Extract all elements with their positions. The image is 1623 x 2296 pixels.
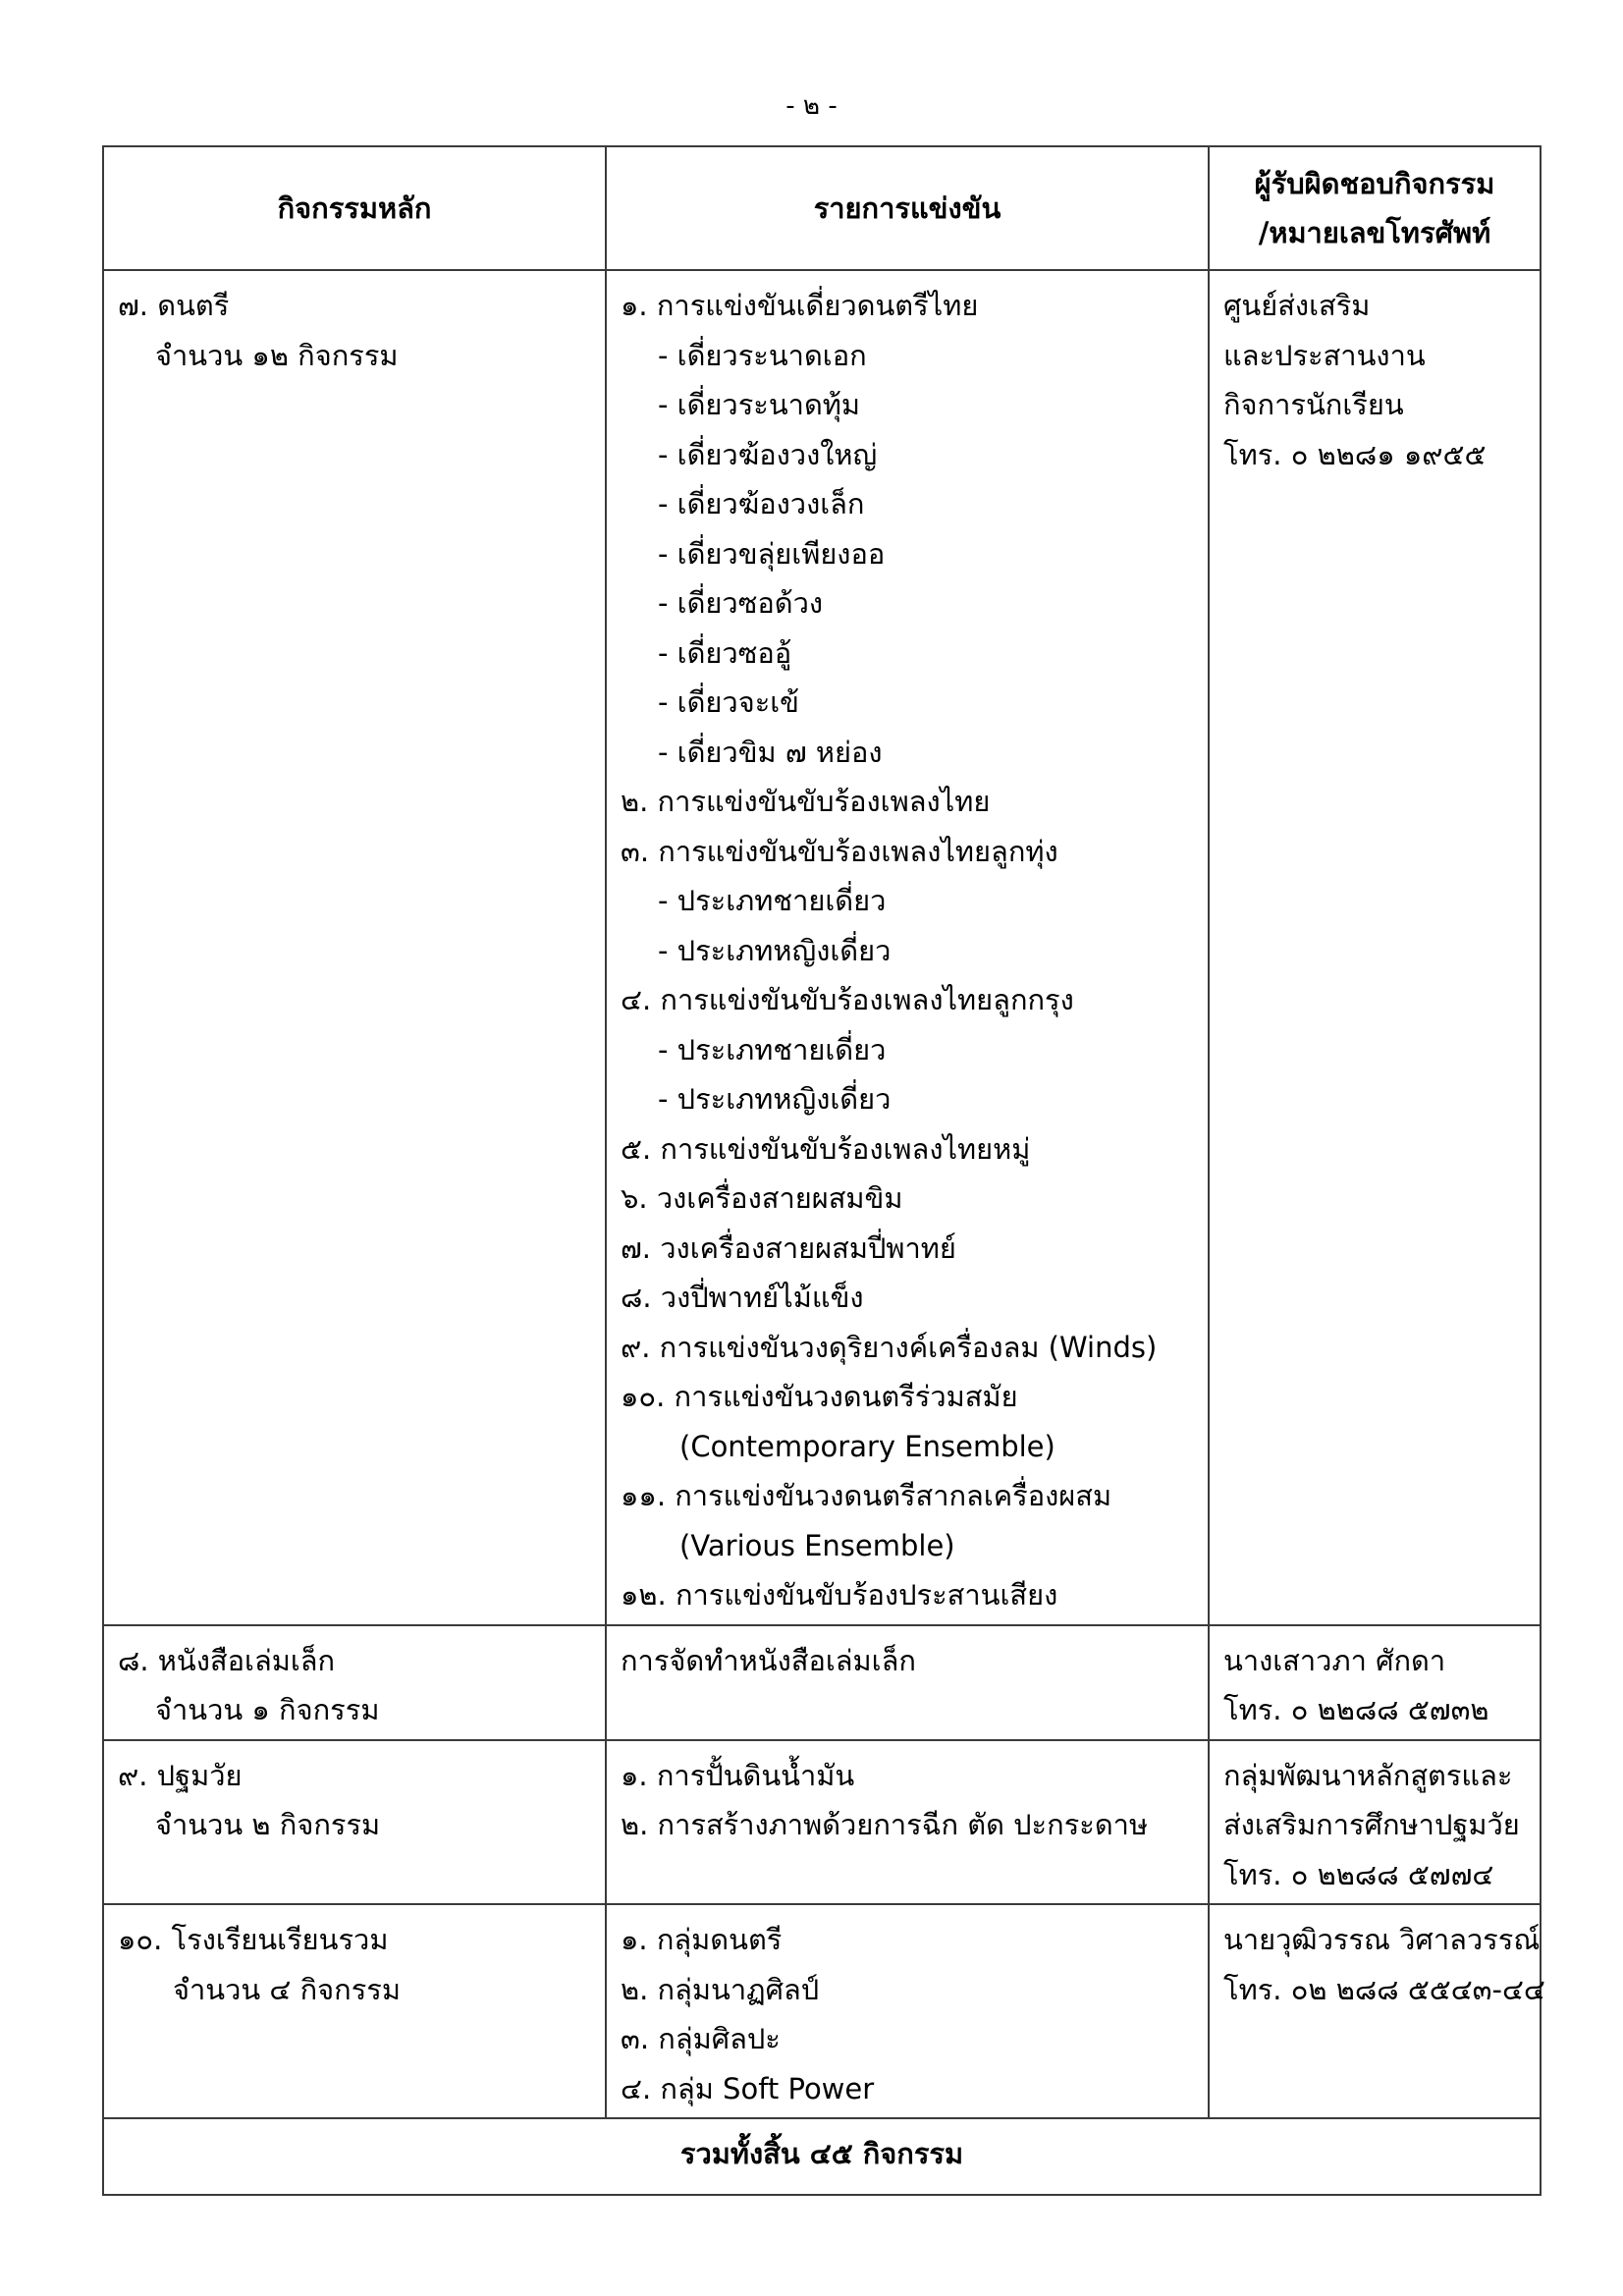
table-row-early-childhood: [103, 1740, 1541, 1905]
main-activity-count: จำนวน ๔ กิจกรรม: [173, 1972, 401, 2006]
responsible-cell: [1209, 1740, 1541, 1905]
list-item: (Contemporary Ensemble): [679, 1429, 1055, 1463]
competition-items-cell: [606, 1740, 1209, 1905]
main-activity-title: ๙. ปฐมวัย: [118, 1758, 243, 1792]
competition-items-cell: [606, 1904, 1209, 2118]
list-item: - เดี่ยวขิม ๗ หย่อง: [658, 735, 883, 769]
contact-line: นายวุฒิวรรณ วิศาลวรรณ์: [1223, 1923, 1541, 1956]
list-item: ๒. การแข่งขันขับร้องเพลงไทย: [621, 785, 991, 818]
competition-items-cell: [606, 1625, 1209, 1740]
responsible-cell: [1209, 1904, 1545, 2118]
header-responsible: [1209, 146, 1541, 270]
list-item: ๗. วงเครื่องสายผสมปี่พาทย์: [621, 1230, 956, 1265]
list-item: - เดี่ยวขลุ่ยเพียงออ: [658, 536, 886, 571]
list-item: - ประเภทชายเดี่ยว: [658, 1032, 887, 1066]
contact-line: กิจการนักเรียน: [1223, 388, 1404, 421]
responsible-cell: [1209, 270, 1541, 1625]
list-item: ๑๒. การแข่งขันขับร้องประสานเสียง: [621, 1578, 1058, 1612]
main-activity-count: จำนวน ๒ กิจกรรม: [155, 1808, 381, 1841]
header-responsible-line1: ผู้รับผิดชอบกิจกรรม: [1254, 167, 1495, 200]
table-row-small-book: [103, 1625, 1541, 1740]
list-item: ๒. กลุ่มนาฏศิลป์: [621, 1972, 820, 2006]
main-activity-cell: [103, 1625, 606, 1740]
list-item: - เดี่ยวจะเข้: [658, 685, 800, 719]
list-item: - เดี่ยวซอด้วง: [658, 586, 824, 620]
contact-phone: โทร. ๐๒ ๒๘๘ ๕๕๔๓-๔๔: [1223, 1972, 1545, 2006]
list-item: - ประเภทหญิงเดี่ยว: [658, 1082, 892, 1116]
list-item: - ประเภทชายเดี่ยว: [658, 884, 887, 917]
contact-line: และประสานงาน: [1223, 338, 1426, 372]
list-item: ๘. วงปี่พาทย์ไม้แข็ง: [621, 1281, 864, 1314]
header-responsible-line2: /หมายเลขโทรศัพท์: [1258, 216, 1491, 249]
contact-line: นางเสาวภา ศักดา: [1223, 1643, 1446, 1677]
list-item: ๑. การปั้นดินน้ำมัน: [621, 1758, 855, 1792]
list-item: การจัดทำหนังสือเล่มเล็ก: [621, 1643, 916, 1677]
list-item: ๑๑. การแข่งขันวงดนตรีสากลเครื่องผสม: [621, 1479, 1112, 1512]
main-activity-count: จำนวน ๑ กิจกรรม: [155, 1693, 380, 1726]
contact-phone: โทร. ๐ ๒๒๘๑ ๑๙๕๕: [1223, 437, 1487, 471]
header-competition-items: รายการแข่งขัน: [606, 146, 1209, 270]
header-main-activity: กิจกรรมหลัก: [103, 146, 606, 270]
main-activity-title: ๘. หนังสือเล่มเล็ก: [118, 1643, 336, 1677]
list-item: - เดี่ยวฆ้องวงใหญ่: [658, 437, 878, 471]
responsible-cell: [1209, 1625, 1541, 1740]
list-item: - เดี่ยวระนาดเอก: [658, 338, 867, 372]
total-activities: รวมทั้งสิ้น ๔๕ กิจกรรม: [103, 2118, 1541, 2195]
list-item: ๔. กลุ่ม Soft Power: [621, 2071, 875, 2105]
list-item: ๙. การแข่งขันวงดุริยางค์เครื่องลม (Winds): [621, 1330, 1158, 1364]
table-total-row: [103, 2118, 1541, 2195]
list-item: ๑. การแข่งขันเดี่ยวดนตรีไทย: [621, 289, 979, 322]
table-row-inclusive-school: [103, 1904, 1541, 2118]
main-activity-title: ๑๐. โรงเรียนเรียนรวม: [118, 1923, 389, 1956]
contact-line: ส่งเสริมการศึกษาปฐมวัย: [1223, 1808, 1520, 1841]
list-item: ๓. การแข่งขันขับร้องเพลงไทยลูกทุ่ง: [621, 834, 1058, 868]
table-row-music: [103, 270, 1541, 1625]
contact-phone: โทร. ๐ ๒๒๘๘ ๕๗๓๒: [1223, 1693, 1489, 1726]
list-item: - เดี่ยวซออู้: [658, 635, 792, 670]
contact-line: ศูนย์ส่งเสริม: [1223, 289, 1371, 322]
contact-phone: โทร. ๐ ๒๒๘๘ ๕๗๗๔: [1223, 1857, 1494, 1891]
competition-items-cell: [606, 270, 1209, 1625]
list-item: ๔. การแข่งขันขับร้องเพลงไทยลูกกรุง: [621, 983, 1074, 1016]
list-item: - เดี่ยวฆ้องวงเล็ก: [658, 487, 865, 520]
list-item: - ประเภทหญิงเดี่ยว: [658, 933, 892, 967]
list-item: ๒. การสร้างภาพด้วยการฉีก ตัด ปะกระดาษ: [621, 1808, 1149, 1841]
list-item: ๕. การแข่งขันขับร้องเพลงไทยหมู่: [621, 1131, 1031, 1166]
table-header-row: [103, 146, 1541, 270]
page-number: - ๒ -: [785, 91, 838, 121]
main-activity-title: ๗. ดนตรี: [118, 289, 230, 322]
main-activity-count: จำนวน ๑๒ กิจกรรม: [155, 338, 399, 372]
list-item: ๑๐. การแข่งขันวงดนตรีร่วมสมัย: [621, 1380, 1018, 1413]
main-activity-cell: [103, 1740, 606, 1905]
main-activity-cell: [103, 270, 606, 1625]
list-item: (Various Ensemble): [679, 1528, 955, 1562]
list-item: ๓. กลุ่มศิลปะ: [621, 2022, 781, 2055]
main-activity-cell: [103, 1904, 606, 2118]
list-item: ๑. กลุ่มดนตรี: [621, 1923, 783, 1956]
list-item: ๖. วงเครื่องสายผสมขิม: [621, 1181, 903, 1215]
activities-table: [102, 145, 1545, 2196]
list-item: - เดี่ยวระนาดทุ้ม: [658, 388, 861, 421]
contact-line: กลุ่มพัฒนาหลักสูตรและ: [1223, 1758, 1513, 1792]
